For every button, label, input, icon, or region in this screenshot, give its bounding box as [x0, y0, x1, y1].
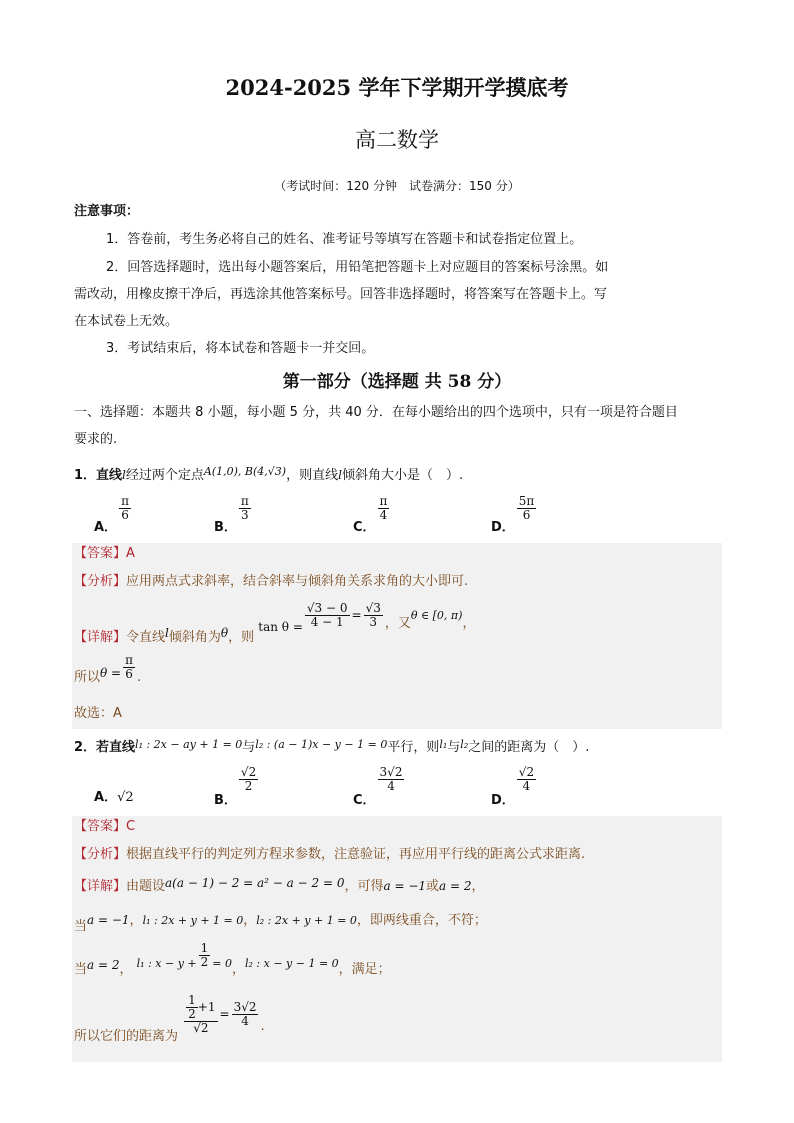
- notice-item-1: 1．答卷前，考生务必将自己的姓名、准考证号等填写在答题卡和试卷指定位置上。: [106, 232, 583, 247]
- q2-stem-post: 之间的距离为（ ）.: [468, 740, 590, 755]
- q1-option-a[interactable]: [94, 494, 133, 535]
- q2-dist-num-bot: 2: [188, 1007, 196, 1021]
- q1-so-num: π: [125, 653, 133, 667]
- q2-with: 与: [242, 740, 256, 755]
- q2-detail-eq: a(a − 1) − 2 = a² − a − 2 = 0: [165, 876, 345, 890]
- q2-option-c-den: 4: [387, 779, 395, 793]
- q2-option-a-letter: A．: [94, 790, 118, 805]
- q1-answer: [74, 545, 135, 563]
- q1-stem-post2: 倾斜角大小是（ ）.: [341, 468, 464, 483]
- q2-case1-comma2: ，: [243, 913, 257, 928]
- q1-detail-comma: ，: [462, 616, 476, 631]
- q1-analysis-text: 应用两点式求斜率，结合斜率与倾斜角关系求角的大小即可.: [126, 574, 469, 589]
- q2-detail-tag: 【详解】: [74, 879, 127, 894]
- q1-so-den: 6: [125, 667, 133, 681]
- q1-detail-also: ，又: [384, 616, 411, 631]
- q1-detail: [74, 601, 476, 645]
- q2-dist-rden: 4: [241, 1014, 249, 1028]
- q1-stem: [74, 466, 463, 485]
- q1-line-symbol-2: l: [338, 468, 342, 482]
- q2-or: 或: [426, 879, 440, 894]
- q1-range: θ ∈ [0, π): [410, 609, 463, 622]
- q2-case1-pre: 当: [74, 919, 88, 934]
- exam-title: 2024-2025 学年下学期开学摸底考: [225, 75, 569, 100]
- q2-case1-post: ，即两线重合，不符；: [356, 913, 487, 928]
- q2-dist-end: .: [260, 1019, 265, 1034]
- q2-comma: ，: [471, 879, 485, 894]
- q1-line-symbol: l: [122, 468, 126, 482]
- q2-case2-l1-den: 2: [200, 955, 209, 969]
- q2-with2: 与: [447, 740, 461, 755]
- instructions-line-2: 要求的.: [74, 432, 118, 447]
- notice-heading: 注意事项：: [74, 204, 140, 219]
- q1-tan-den: 4 − 1: [310, 615, 344, 629]
- q2-case2-a: a = 2: [87, 958, 120, 972]
- instructions-line-1: 一、选择题：本题共 8 小题，每小题 5 分，共 40 分．在每小题给出的四个选项中，只有一项是符合题目: [74, 405, 678, 420]
- q2-dist-pre: 所以它们的距离为: [74, 1029, 179, 1044]
- q2-option-b-letter: B．: [214, 793, 237, 808]
- q2-dist-eq: =: [219, 1007, 230, 1021]
- q1-detail-tag: 【详解】: [74, 630, 127, 645]
- q1-option-a-den: 6: [121, 508, 129, 522]
- q1-points: A(1,0), B(4,√3): [203, 465, 287, 478]
- q1-answer-tag: 【答案】: [74, 546, 127, 561]
- q2-option-c-letter: C．: [353, 793, 376, 808]
- q1-option-c[interactable]: [353, 494, 391, 535]
- q2-case2-l1-post: = 0: [212, 957, 232, 970]
- q2-option-d-den: 4: [522, 779, 531, 793]
- q1-option-d[interactable]: [491, 494, 538, 535]
- q2-distance: [74, 993, 265, 1044]
- q1-detail-mid: 倾斜角为: [168, 630, 221, 645]
- q2-case2-comma: ，: [119, 962, 133, 977]
- q2-case1-comma: ，: [129, 913, 143, 928]
- q2-case2-comma2: ，: [231, 962, 245, 977]
- q1-option-b-num: π: [240, 494, 249, 508]
- q2-analysis-tag: 【分析】: [74, 847, 127, 862]
- q1-option-d-num: 5π: [518, 494, 535, 508]
- q1-analysis-tag: 【分析】: [74, 574, 127, 589]
- q1-tan-eq: =: [351, 608, 362, 622]
- q1-so-end: .: [137, 670, 142, 685]
- q2-l2: l₂: [460, 738, 469, 751]
- q2-case2-l2: l₂ : x − y − 1 = 0: [245, 957, 339, 970]
- q2-option-b-den: 2: [244, 779, 253, 793]
- q2-option-b[interactable]: [214, 765, 260, 808]
- q1-option-d-letter: D．: [491, 520, 515, 535]
- q2-case-2: [74, 941, 391, 977]
- q2-option-a[interactable]: [94, 786, 134, 805]
- q2-case1-l1: l₁ : 2x + y + 1 = 0: [142, 914, 244, 927]
- q1-option-c-den: 4: [379, 508, 388, 522]
- q1-option-a-num: π: [121, 494, 129, 508]
- q1-detail-then: ，则: [228, 630, 255, 645]
- q2-detail-get: ，可得: [344, 879, 384, 894]
- q2-dist-den: √2: [193, 1021, 209, 1035]
- q2-case2-l1-pre: l₁ : x − y +: [136, 957, 197, 970]
- q2-answer-tag: 【答案】: [74, 819, 127, 834]
- q2-case1-l2: l₂ : 2x + y + 1 = 0: [256, 914, 357, 927]
- q1-option-c-num: π: [379, 494, 388, 508]
- q2-option-b-num: √2: [240, 765, 257, 779]
- exam-info: （考试时间：120 分钟 试卷满分：150 分）: [274, 179, 520, 193]
- q2-case1-a: a = −1: [87, 913, 130, 927]
- q2-option-d-letter: D．: [491, 793, 515, 808]
- notice-item-3: 3．考试结束后，将本试卷和答题卡一并交回。: [106, 341, 375, 356]
- q1-tan-rden: 3: [369, 615, 378, 629]
- part-heading: 第一部分（选择题 共 58 分）: [282, 372, 512, 392]
- q2-case2-l1-num: 1: [200, 941, 209, 955]
- q2-answer-value: C: [126, 819, 136, 834]
- q2-case2-pre: 当: [74, 962, 88, 977]
- q2-analysis-text: 根据直线平行的判定列方程求参数，注意验证，再应用平行线的距离公式求距离.: [126, 847, 586, 862]
- q2-stem: [74, 736, 589, 754]
- q2-dist-num-top: 1: [188, 993, 196, 1007]
- notice-item-2-line-2: 需改动，用橡皮擦干净后，再选涂其他答案标号。回答非选择题时，将答案写在答题卡上。写: [74, 287, 608, 302]
- q1-option-d-den: 6: [522, 508, 531, 522]
- q1-option-b-den: 3: [241, 508, 249, 522]
- q1-option-b[interactable]: [214, 494, 253, 535]
- q2-option-d[interactable]: [491, 765, 538, 808]
- q1-analysis: [74, 573, 468, 591]
- q2-option-a-value: √2: [117, 790, 134, 805]
- notice-item-2-line-3: 在本试卷上无效。: [74, 314, 179, 329]
- q1-stem-post: ，则直线: [286, 468, 339, 483]
- q2-l1: l₁: [439, 738, 448, 751]
- q2-case-1: [74, 911, 487, 934]
- q2-a-val1: a = −1: [383, 879, 427, 893]
- q1-option-a-letter: A．: [94, 520, 118, 535]
- q1-so-pre: 所以: [74, 670, 101, 685]
- q1-tan-rnum: √3: [365, 601, 381, 615]
- q1-detail-theta: θ: [220, 626, 229, 640]
- q1-number-prefix: 1．直线: [74, 468, 123, 483]
- q1-option-b-letter: B．: [214, 520, 237, 535]
- q1-choice: 故选：A: [74, 706, 122, 721]
- q2-detail: [74, 877, 485, 896]
- q2-answer: [74, 818, 135, 836]
- q1-conclusion: [74, 653, 142, 685]
- q1-stem-mid: 经过两个定点: [125, 468, 204, 483]
- q1-detail-pre: 令直线: [126, 630, 166, 645]
- notice-item-2-line-1: 2．回答选择题时，选出每小题答案后，用铅笔把答题卡上对应题目的答案标号涂黑。如: [106, 260, 609, 275]
- q2-dist-rnum: 3√2: [233, 1000, 257, 1014]
- q1-so-lhs: θ =: [100, 666, 122, 680]
- q2-dist-numerator: [184, 994, 217, 1022]
- q2-case2-post: ，满足；: [338, 962, 391, 977]
- q2-l2-eq: l₂ : (a − 1)x − y − 1 = 0: [255, 738, 388, 751]
- q2-option-d-num: √2: [518, 765, 535, 779]
- q1-answer-value: A: [126, 546, 135, 561]
- q2-number-prefix: 2．若直线: [74, 740, 136, 755]
- q2-option-c[interactable]: [353, 765, 406, 808]
- q2-option-c-num: 3√2: [379, 765, 403, 779]
- subject-title: 高二数学: [355, 128, 439, 152]
- q1-tan-lhs: tan θ =: [258, 620, 303, 634]
- q1-option-c-letter: C．: [353, 520, 376, 535]
- q1-tan-num: √3 − 0: [306, 601, 348, 615]
- q2-detail-pre: 由题设: [126, 879, 166, 894]
- q2-analysis: [74, 846, 585, 864]
- q2-a-val2: a = 2: [439, 879, 472, 893]
- q2-dist-plus: +1: [197, 1000, 216, 1014]
- q2-parallel: 平行，则: [387, 740, 440, 755]
- q1-detail-l: l: [165, 626, 169, 640]
- q2-l1-eq: l₁ : 2x − ay + 1 = 0: [135, 738, 243, 751]
